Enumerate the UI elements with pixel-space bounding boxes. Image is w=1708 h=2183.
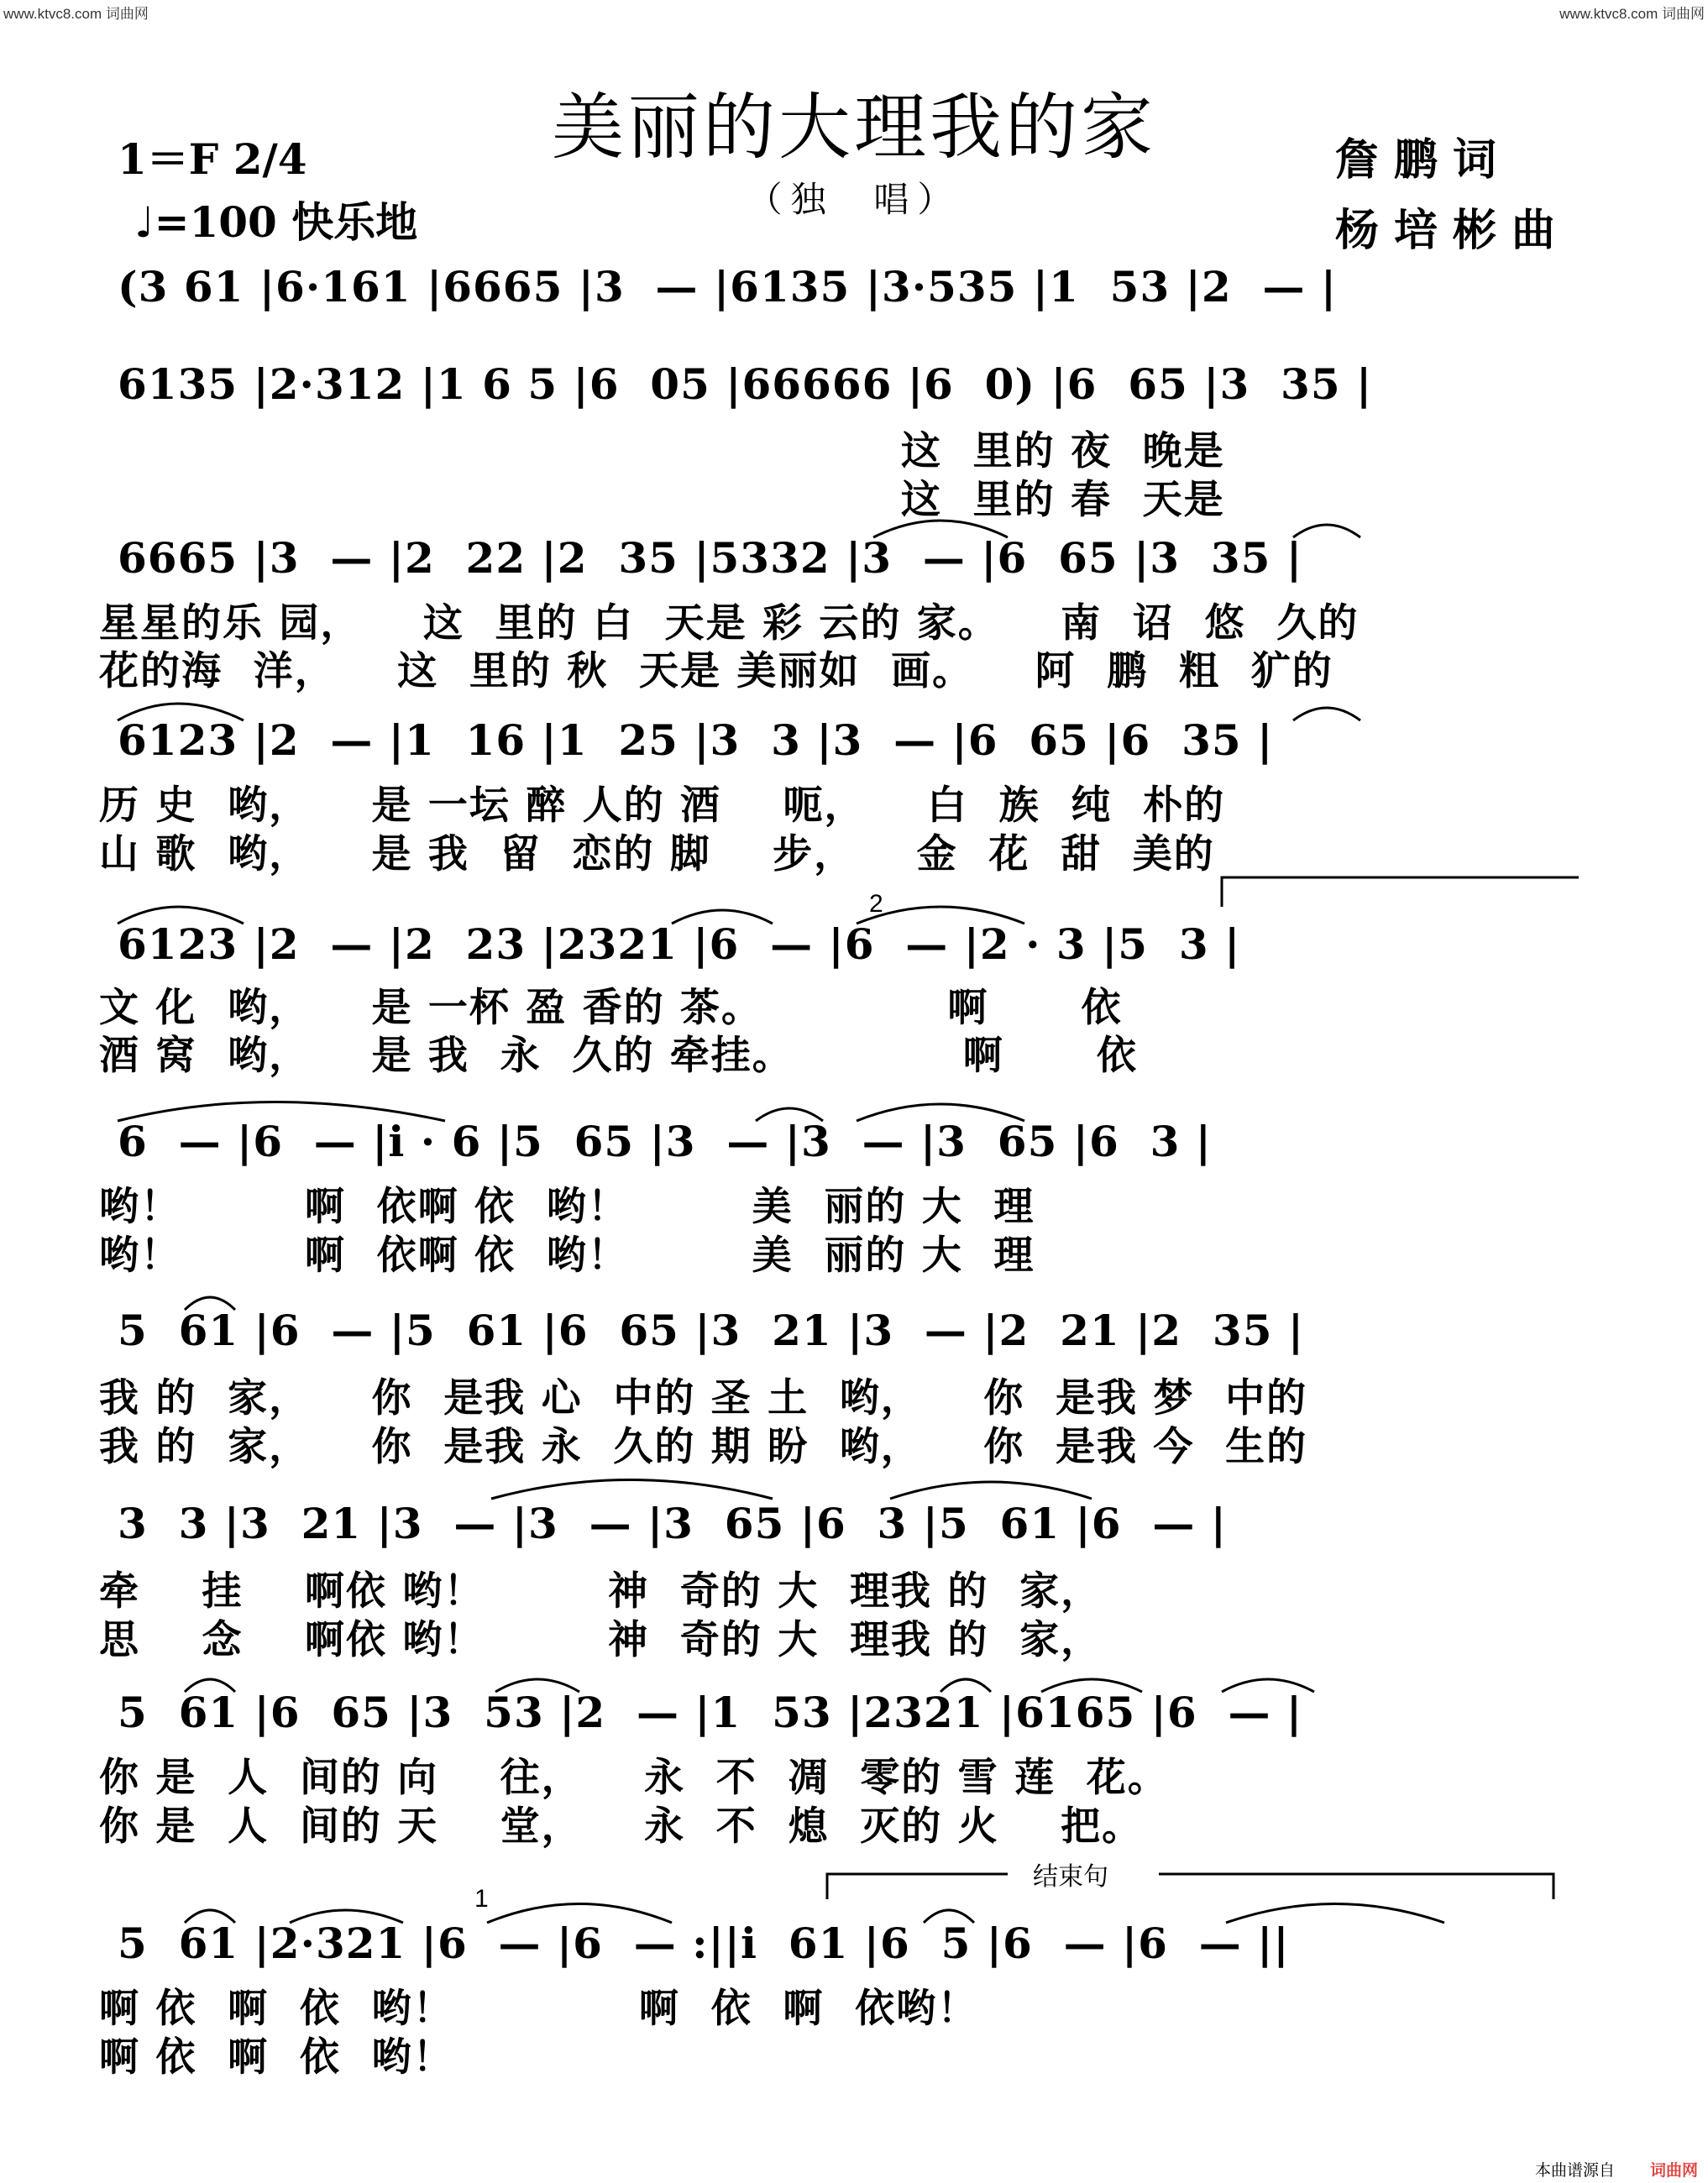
lyric-line-2-verse-1: 这 里的 夜 晚是	[99, 428, 1225, 474]
lyric-line-2-verse-2: 这 里的 春 天是	[99, 477, 1225, 523]
lyric-line-9-verse-1: 你 是 人 间的 向 往， 永 不 凋 零的 雪 莲 花。	[99, 1755, 1169, 1801]
song-title: 美丽的大理我的家	[552, 86, 1156, 170]
tempo-marking: ♩=100 快乐地	[134, 197, 418, 247]
lyric-line-7-verse-2: 我 的 家， 你 是我 永 久的 期 盼 哟， 你 是我 今 生的	[99, 1424, 1308, 1470]
lyric-line-7-verse-1: 我 的 家， 你 是我 心 中的 圣 土 哟， 你 是我 梦 中的	[99, 1375, 1308, 1421]
lyric-line-8-verse-1: 牵 挂 啊依 哟！ 神 奇的 大 理我 的 家，	[99, 1568, 1103, 1615]
lyric-line-8-verse-2: 思 念 啊依 哟！ 神 奇的 大 理我 的 家，	[99, 1617, 1103, 1663]
notation-line-6: 6 — |6 — |i · 6 |5 65 |3 — |3 — |3 65 |6 3 |	[118, 1117, 1212, 1166]
notation-line-9: 5 61 |6 65 |3 53 |2 — |1 53 |2321 |6165 |6 — |	[118, 1688, 1303, 1737]
lyric-line-9-verse-2: 你 是 人 间的 天 堂， 永 不 熄 灭的 火 把。	[99, 1803, 1144, 1850]
lyric-line-4-verse-2: 山 歌 哟， 是 我 留 恋的 脚 步， 金 花 甜 美的	[99, 831, 1215, 877]
lyric-line-3-verse-1: 星星的乐 园， 这 里的 白 天是 彩 云的 家。 南 诏 悠 久的	[99, 600, 1360, 647]
song-subtitle: （独 唱）	[747, 179, 961, 220]
lyricist-credit: 詹鹏词	[1335, 134, 1512, 186]
lyric-line-4-verse-1: 历 史 哟， 是 一坛 醉 人的 酒 呃， 白 族 纯 朴的	[99, 783, 1226, 829]
lyric-line-3-verse-2: 花的海 洋， 这 里的 秋 天是 美丽如 画。 阿 鹏 粗 犷的	[99, 648, 1333, 694]
lyric-line-10-verse-1: 啊 依 啊 依 哟！ 啊 依 啊 依哟！	[99, 1986, 979, 2032]
notation-line-3: 6665 |3 — |2 22 |2 35 |5332 |3 — |6 65 |3 35 |	[118, 533, 1303, 583]
key-signature: 1＝F 2/4	[118, 134, 307, 184]
lyric-line-5-verse-2: 酒 窝 哟， 是 我 永 久的 牵挂。 啊 依	[99, 1033, 1138, 1079]
lyric-line-6-verse-2: 哟！ 啊 依啊 依 哟！ 美 丽的 大 理	[99, 1233, 1035, 1279]
notation-line-8: 3 3 |3 21 |3 — |3 — |3 65 |6 3 |5 61 |6 — |	[118, 1499, 1227, 1548]
lyric-line-5-verse-1: 文 化 哟， 是 一杯 盈 香的 茶。 啊 依	[99, 985, 1123, 1031]
watermark-right: www.ktvc8.com 词曲网	[1559, 6, 1705, 22]
footer-source-label: 本曲谱源自	[1535, 2162, 1616, 2180]
lyric-line-6-verse-1: 哟！ 啊 依啊 依 哟！ 美 丽的 大 理	[99, 1184, 1035, 1230]
lyric-line-10-verse-2: 啊 依 啊 依 哟！	[99, 2034, 454, 2081]
first-ending-marker: 1	[474, 1885, 489, 1913]
notation-line-5: 6123 |2 — |2 23 |2321 |6 — |6 — |2 · 3 |5 3 |	[118, 919, 1241, 969]
watermark-left: www.ktvc8.com 词曲网	[3, 6, 149, 22]
notation-line-2: 6135 |2·312 |1 6 5 |6 05 |66666 |6 0) |6 65 |3 35 |	[118, 359, 1373, 409]
composer-credit: 杨培彬曲	[1335, 205, 1571, 256]
coda-label: 结束句	[1033, 1863, 1108, 1891]
second-ending-marker: 2	[869, 890, 883, 918]
notation-line-10: 5 61 |2·321 |6 — |6 — :||i 61 |6 5 |6 — |6 — ||	[118, 1919, 1290, 1968]
notation-line-4: 6123 |2 — |1 16 |1 25 |3 3 |3 — |6 65 |6 35 |	[118, 715, 1274, 765]
notation-line-1: (3 61 |6·161 |6665 |3 — |6135 |3·535 |1 53 |2 — |	[118, 262, 1338, 311]
footer-site-logo: 词曲网	[1650, 2162, 1699, 2180]
notation-line-7: 5 61 |6 — |5 61 |6 65 |3 21 |3 — |2 21 |2 35 |	[118, 1306, 1305, 1355]
